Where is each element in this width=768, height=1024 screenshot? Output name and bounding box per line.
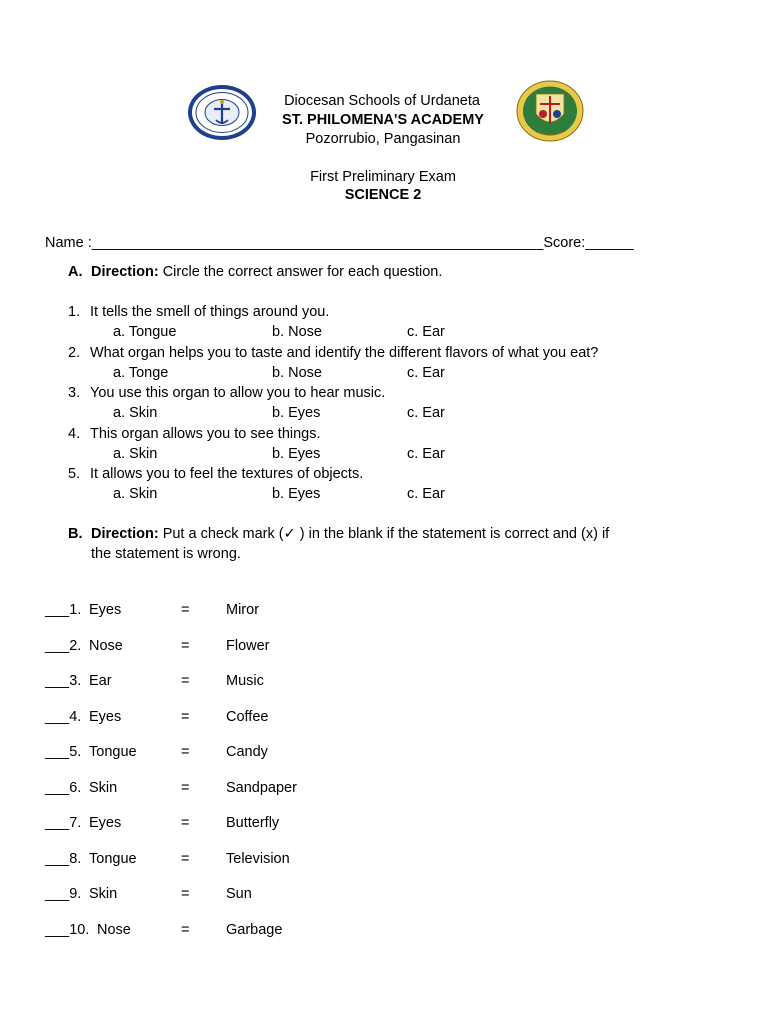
part-a-letter: A. (68, 264, 83, 280)
answer-blank[interactable]: ___1. (45, 602, 82, 618)
school-location: Pozorrubio, Pangasinan (305, 131, 461, 147)
equals-sign: = (181, 673, 190, 689)
question-number: 1. (68, 304, 81, 320)
option-c[interactable]: c. Ear (407, 364, 445, 381)
option-a[interactable]: a. Tongue (113, 324, 177, 340)
organ-label: Eyes (89, 815, 122, 831)
answer-blank[interactable]: ___8. (45, 850, 82, 867)
object-label: Music (226, 673, 264, 689)
option-a[interactable]: a. Tonge (113, 364, 169, 381)
answer-blank[interactable]: ___7. (45, 815, 82, 831)
part-b-direction-label: Direction: (91, 526, 159, 542)
object-label: Coffee (226, 708, 269, 725)
option-b[interactable]: b. Eyes (272, 445, 321, 462)
option-a[interactable]: a. Skin (113, 405, 158, 421)
school-name: ST. PHILOMENA'S ACADEMY (282, 112, 484, 128)
equals-sign: = (181, 815, 190, 831)
organ-label: Tongue (89, 850, 137, 867)
part-a-direction-label: Direction: (91, 264, 159, 280)
answer-blank[interactable]: ___3. (45, 673, 82, 689)
equals-sign: = (181, 850, 190, 867)
question-text: You use this organ to allow you to hear music. (90, 385, 386, 401)
option-a[interactable]: a. Skin (113, 445, 158, 462)
equals-sign: = (181, 708, 190, 725)
organ-label: Eyes (89, 602, 122, 618)
question-number: 3. (68, 385, 81, 401)
answer-blank[interactable]: ___6. (45, 779, 82, 796)
object-label: Miror (226, 602, 260, 618)
object-label: Garbage (226, 921, 283, 938)
object-label: Flower (226, 637, 270, 654)
equals-sign: = (181, 637, 190, 654)
object-label: Butterfly (226, 815, 280, 831)
option-a[interactable]: a. Skin (113, 486, 158, 502)
equals-sign: = (181, 602, 190, 618)
option-b[interactable]: b. Nose (272, 324, 322, 340)
object-label: Sun (226, 886, 252, 902)
question-text: What organ helps you to taste and identify the different flavors of what you eat? (90, 344, 599, 361)
option-c[interactable]: c. Ear (407, 324, 445, 340)
organ-label: Skin (89, 779, 118, 796)
equals-sign: = (181, 744, 190, 760)
equals-sign: = (181, 779, 190, 796)
option-c[interactable]: c. Ear (407, 486, 445, 502)
part-b-letter: B. (68, 526, 83, 542)
question-text: It allows you to feel the textures of objects. (90, 466, 364, 482)
question-text: It tells the smell of things around you. (90, 304, 330, 320)
option-b[interactable]: b. Nose (272, 364, 322, 381)
option-b[interactable]: b. Eyes (272, 486, 321, 502)
answer-blank[interactable]: ___4. (45, 708, 82, 725)
object-label: Television (226, 850, 290, 867)
organ-label: Skin (89, 886, 118, 902)
question-number: 5. (68, 466, 81, 482)
organ-label: Eyes (89, 708, 122, 725)
part-b-direction-text: Put a check mark (✓ ) in the blank if the statement is correct and (x) if (158, 526, 610, 542)
question-text: This organ allows you to see things. (90, 425, 321, 442)
part-a-direction-text: Circle the correct answer for each question. (158, 264, 443, 280)
option-c[interactable]: c. Ear (407, 445, 445, 462)
subject-title: SCIENCE 2 (344, 187, 422, 203)
answer-blank[interactable]: ___9. (45, 886, 82, 902)
option-b[interactable]: b. Eyes (272, 405, 321, 421)
object-label: Candy (226, 744, 268, 760)
organ-label: Nose (97, 921, 131, 938)
answer-blank[interactable]: ___2. (45, 637, 82, 654)
organ-label: Nose (89, 637, 123, 654)
question-number: 2. (68, 344, 81, 361)
exam-title: First Preliminary Exam (310, 169, 456, 185)
organ-label: Tongue (89, 744, 137, 760)
option-c[interactable]: c. Ear (407, 405, 445, 421)
equals-sign: = (181, 921, 190, 938)
diocese-name: Diocesan Schools of Urdaneta (284, 93, 480, 109)
equals-sign: = (181, 886, 190, 902)
object-label: Sandpaper (226, 779, 297, 796)
question-number: 4. (68, 425, 81, 442)
answer-blank[interactable]: ___10. (45, 921, 90, 938)
name-score-line: Name :________________________________________________________Score:______ (45, 235, 634, 251)
part-b-direction-text-cont: the statement is wrong. (91, 546, 241, 562)
organ-label: Ear (89, 673, 112, 689)
answer-blank[interactable]: ___5. (45, 744, 82, 760)
